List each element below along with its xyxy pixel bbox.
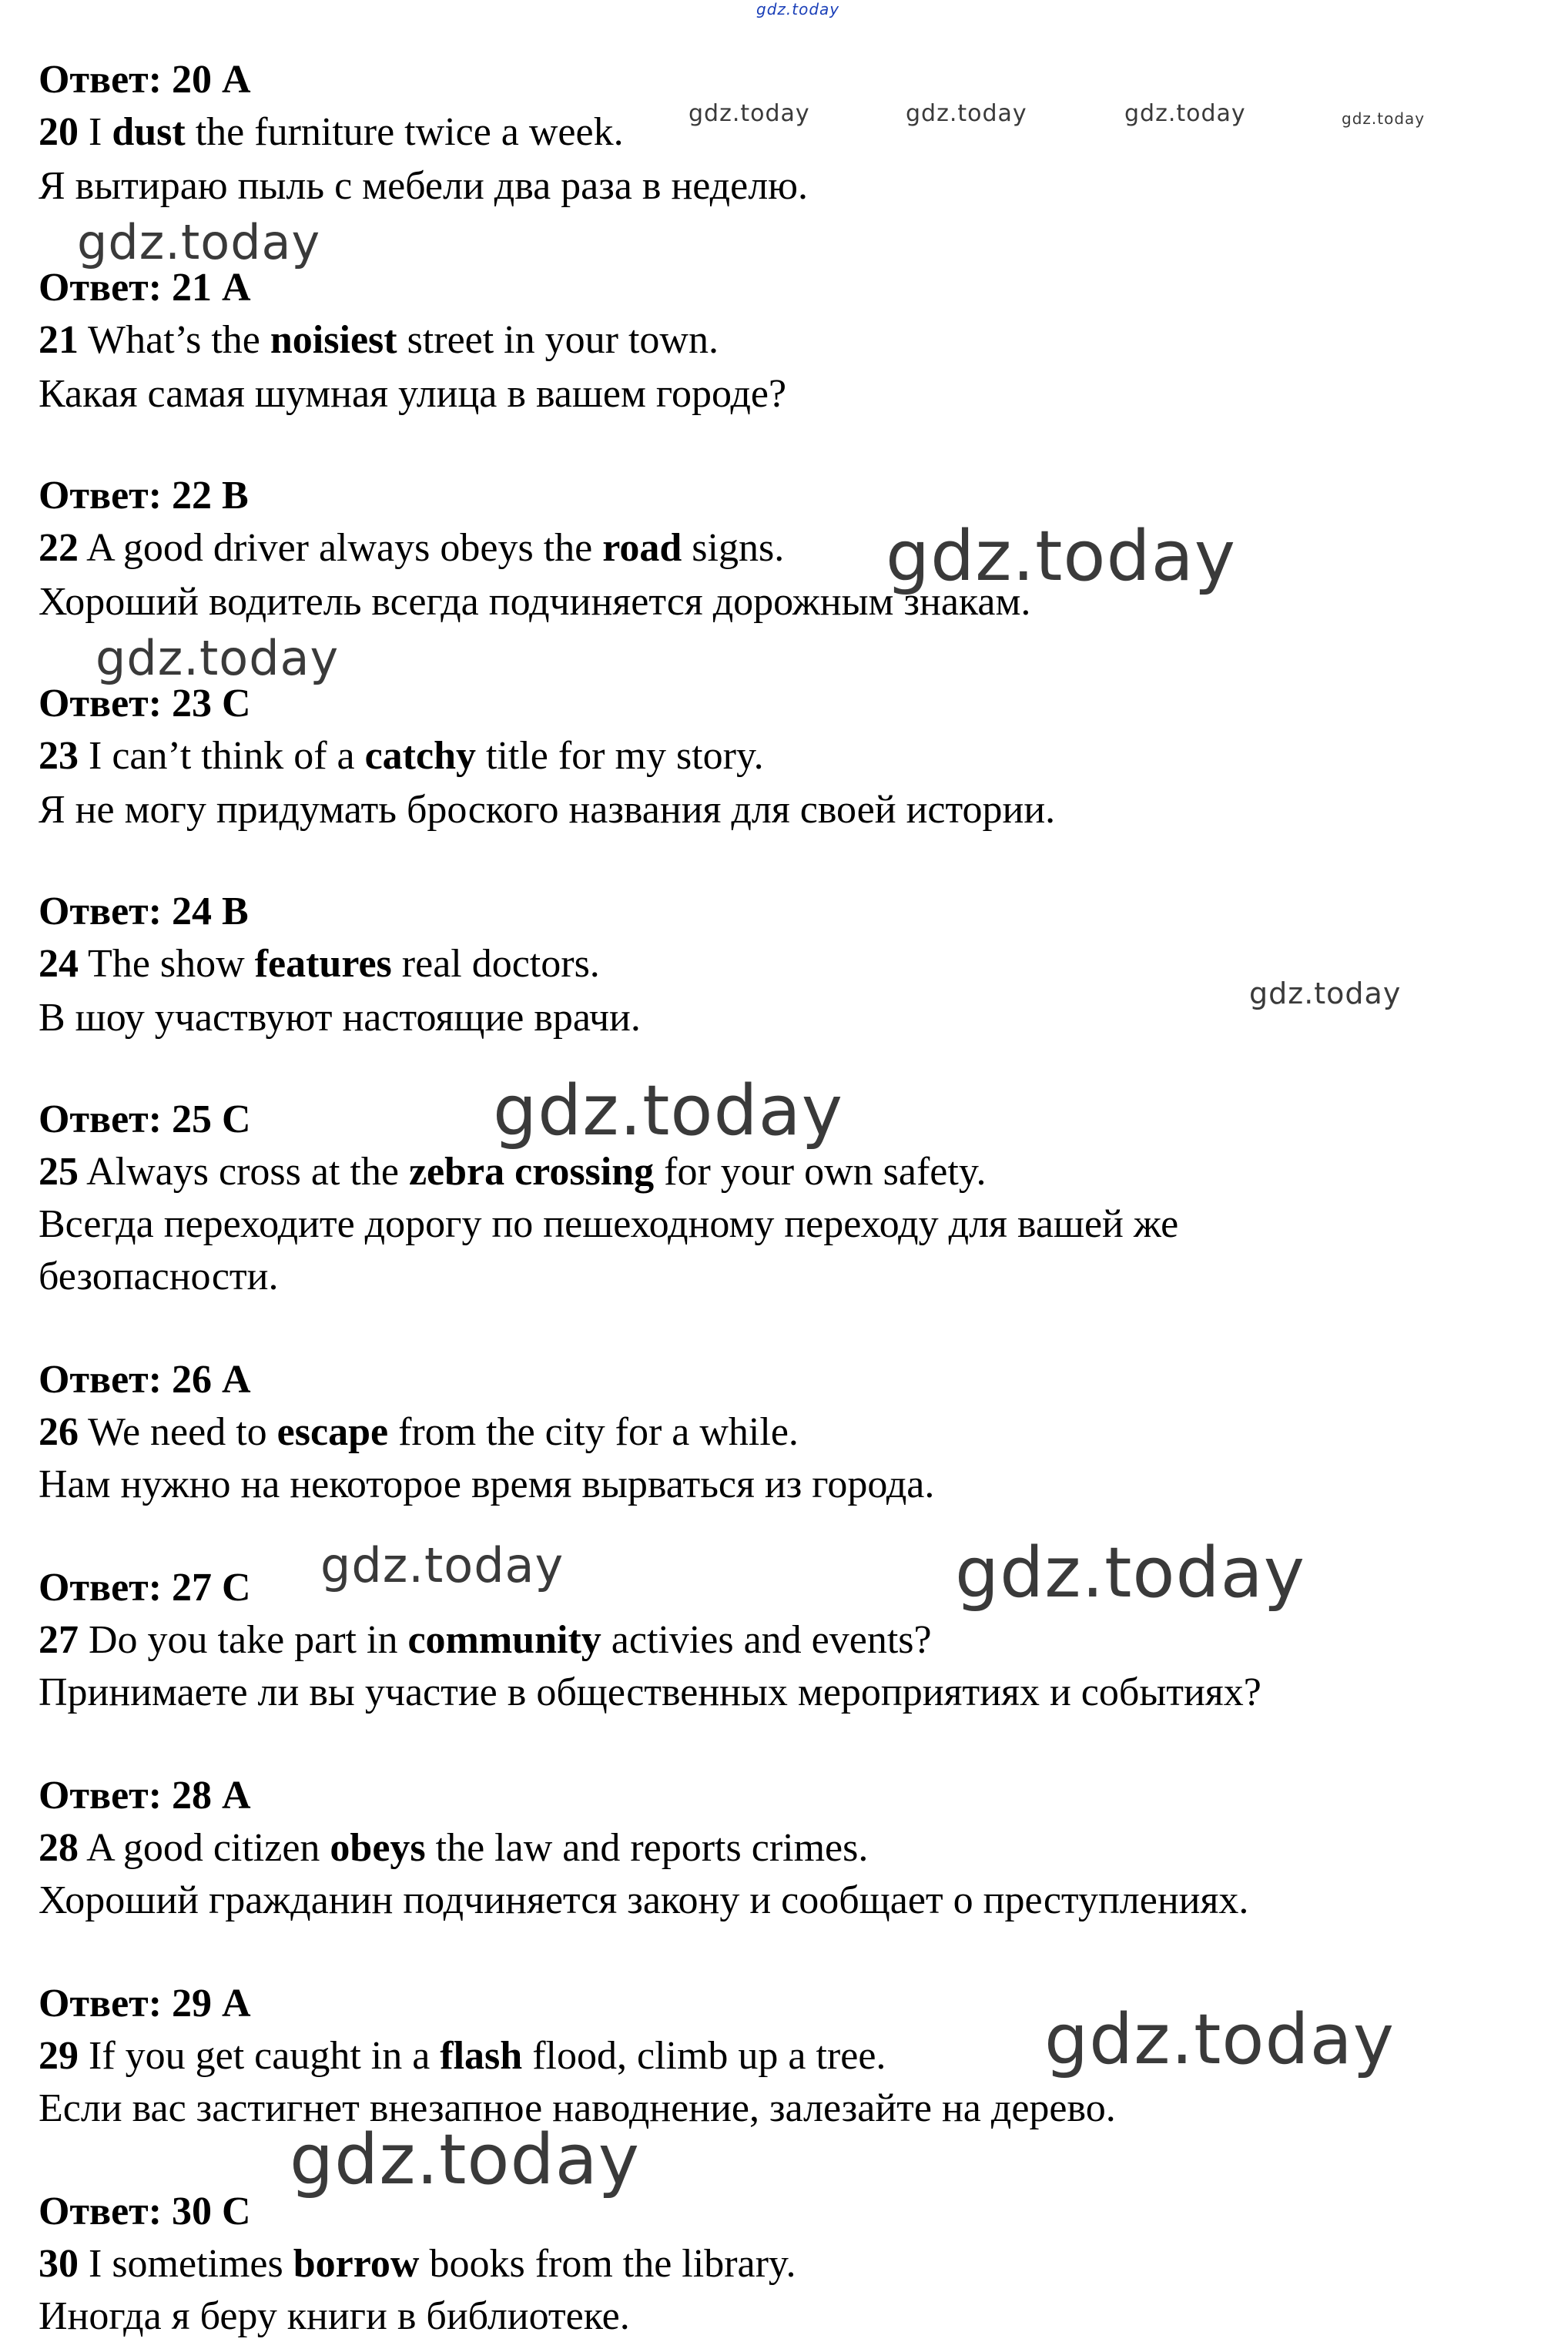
item-number: 21 — [39, 318, 79, 362]
english-sentence — [39, 1149, 986, 1195]
sentence-text: flood, climb up a tree. — [522, 2034, 886, 2078]
key-word: obeys — [330, 1826, 426, 1870]
sentence-text: Do you take part in — [79, 1618, 408, 1662]
watermark: gdz.today — [1044, 1999, 1395, 2080]
sentence-text: If you get caught in a — [79, 2034, 441, 2078]
item-number: 27 — [39, 1618, 79, 1662]
key-word: features — [254, 942, 392, 986]
english-sentence — [39, 1825, 868, 1871]
answer-line: Ответ: 29 A — [39, 1982, 251, 2025]
answer-line: Ответ: 24 B — [39, 890, 249, 933]
watermark: gdz.today — [1124, 100, 1246, 127]
answer-line: Ответ: 28 A — [39, 1774, 251, 1818]
sentence-text: The show — [79, 942, 255, 986]
item-number: 22 — [39, 526, 79, 570]
russian-translation: Нам нужно на некоторое время вырваться из города. — [39, 1462, 935, 1506]
item-number: 20 — [39, 110, 79, 154]
answer-line: Ответ: 27 C — [39, 1566, 251, 1610]
sentence-text: A good driver always obeys the — [79, 526, 603, 570]
english-sentence — [39, 1617, 932, 1664]
english-sentence — [39, 317, 719, 364]
russian-translation: Иногда я беру книги в библиотеке. — [39, 2294, 630, 2338]
key-word: flash — [440, 2034, 523, 2078]
key-word: dust — [112, 110, 186, 154]
russian-translation: Хороший водитель всегда подчиняется дорожным знакам. — [39, 580, 1031, 624]
english-sentence — [39, 525, 784, 571]
watermark: gdz.today — [290, 2119, 641, 2200]
watermark: gdz.today — [95, 630, 340, 686]
sentence-text: the law and reports crimes. — [425, 1826, 869, 1870]
english-sentence — [39, 2241, 796, 2287]
watermark: gdz.today — [955, 1533, 1306, 1613]
key-word: noisiest — [270, 318, 397, 362]
russian-translation: Если вас застигнет внезапное наводнение, залезайте на дерево. — [39, 2086, 1116, 2130]
answer-line: Ответ: 22 B — [39, 474, 249, 518]
sentence-text: Always cross at the — [79, 1150, 409, 1194]
item-number: 25 — [39, 1150, 79, 1194]
answer-line: Ответ: 21 A — [39, 266, 251, 310]
russian-translation: Какая самая шумная улица в вашем городе? — [39, 372, 787, 416]
watermark: gdz.today — [493, 1070, 844, 1151]
watermark: gdz.today — [906, 100, 1027, 127]
sentence-text: real doctors. — [391, 942, 600, 986]
item-number: 26 — [39, 1410, 79, 1454]
sentence-text: from the city for a while. — [388, 1410, 799, 1454]
sentence-text: the furniture twice a week. — [185, 110, 624, 154]
russian-translation: Хороший гражданин подчиняется закону и сообщает о преступлениях. — [39, 1878, 1249, 1922]
item-number: 23 — [39, 734, 79, 778]
sentence-text: books from the library. — [419, 2242, 796, 2286]
item-number: 30 — [39, 2242, 79, 2286]
sentence-text: activies and events? — [601, 1618, 932, 1662]
watermark: gdz.today — [886, 516, 1237, 597]
item-number: 24 — [39, 942, 79, 986]
watermark: gdz.today — [320, 1537, 565, 1593]
sentence-text: for your own safety. — [654, 1150, 987, 1194]
sentence-text: street in your town. — [397, 318, 719, 362]
watermark: gdz.today — [1342, 109, 1426, 128]
watermark: gdz.today — [1249, 977, 1402, 1010]
english-sentence — [39, 2033, 886, 2079]
english-sentence — [39, 109, 624, 156]
key-word: catchy — [364, 734, 476, 778]
watermark: gdz.today — [689, 100, 810, 127]
key-word: community — [407, 1618, 601, 1662]
english-sentence — [39, 941, 600, 987]
sentence-text: I sometimes — [79, 2242, 293, 2286]
english-sentence — [39, 733, 764, 779]
key-word: borrow — [293, 2242, 420, 2286]
sentence-text: We need to — [79, 1410, 277, 1454]
key-word: road — [602, 526, 682, 570]
sentence-text: signs. — [682, 526, 785, 570]
russian-translation: Я вытираю пыль с мебели два раза в неделю. — [39, 164, 808, 208]
russian-translation: В шоу участвуют настоящие врачи. — [39, 996, 641, 1040]
russian-translation: Я не могу придумать броского названия для своей истории. — [39, 788, 1056, 832]
sentence-text: I — [79, 110, 112, 154]
answer-line: Ответ: 30 C — [39, 2190, 251, 2233]
key-word: escape — [276, 1410, 389, 1454]
russian-translation: Принимаете ли вы участие в общественных мероприятиях и событиях? — [39, 1670, 1261, 1714]
key-word: zebra crossing — [408, 1150, 655, 1194]
russian-translation-continued: безопасности. — [39, 1255, 279, 1298]
item-number: 29 — [39, 2034, 79, 2078]
answer-line: Ответ: 20 A — [39, 58, 251, 102]
sentence-text: I can’t think of a — [79, 734, 365, 778]
watermark: gdz.today — [756, 0, 840, 18]
answer-line: Ответ: 26 A — [39, 1358, 251, 1402]
item-number: 28 — [39, 1826, 79, 1870]
sentence-text: A good citizen — [79, 1826, 330, 1870]
answer-line: Ответ: 23 C — [39, 682, 251, 725]
sentence-text: title for my story. — [476, 734, 764, 778]
english-sentence — [39, 1409, 799, 1456]
answer-line: Ответ: 25 C — [39, 1097, 251, 1141]
russian-translation: Всегда переходите дорогу по пешеходному переходу для вашей же — [39, 1202, 1179, 1246]
sentence-text: What’s the — [79, 318, 270, 362]
watermark: gdz.today — [77, 214, 321, 270]
